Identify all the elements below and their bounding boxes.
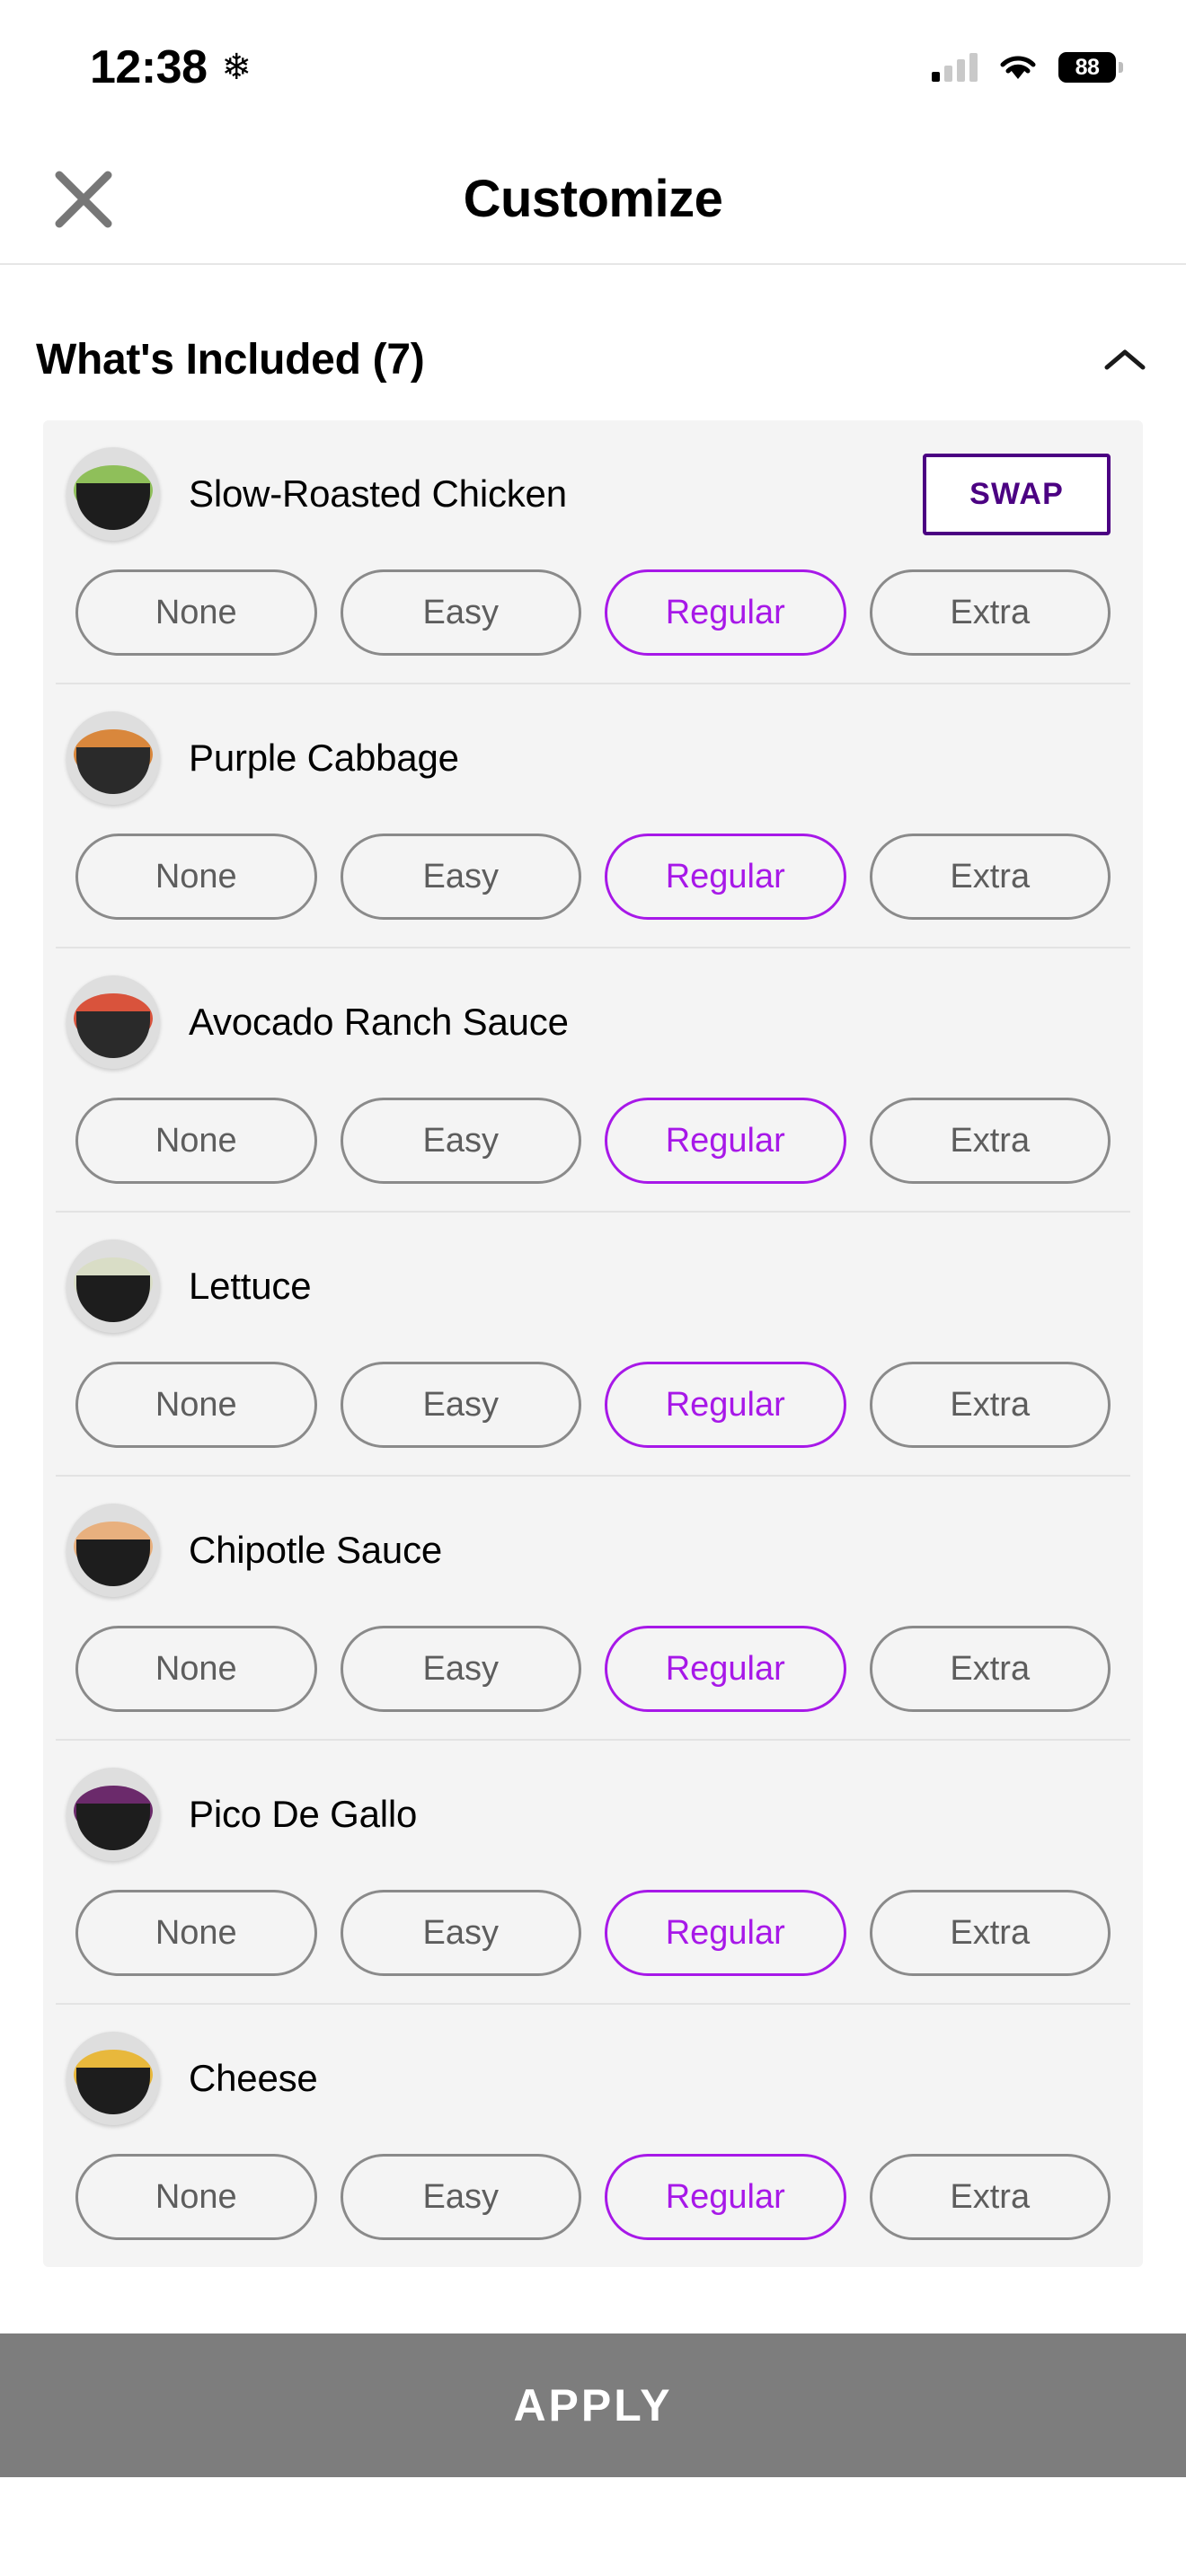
ingredient-row [56, 420, 1130, 684]
apply-button[interactable] [0, 2333, 1186, 2477]
ingredient-thumbnail [66, 2032, 160, 2125]
ingredient-row [56, 1213, 1130, 1477]
section-title: What's Included (7) [36, 336, 425, 384]
ingredient-row-header [56, 444, 1130, 544]
portion-option-none[interactable]: None [75, 1626, 317, 1712]
ingredient-list [43, 420, 1143, 2267]
ingredient-row [56, 948, 1130, 1213]
status-bar-left [90, 40, 252, 94]
ingredient-name: Chipotle Sauce [189, 1529, 443, 1571]
ingredient-thumbnail [66, 1504, 160, 1597]
close-icon[interactable] [50, 166, 117, 233]
ingredient-name: Lettuce [189, 1265, 312, 1307]
apply-button-label: APPLY [513, 2380, 673, 2430]
ingredient-thumbnail [66, 975, 160, 1069]
portion-option-none[interactable]: None [75, 834, 317, 920]
portion-option-none[interactable]: None [75, 1098, 317, 1184]
ingredient-name: Cheese [189, 2057, 318, 2099]
portion-option-easy[interactable]: Easy [341, 569, 582, 656]
portion-option-none[interactable]: None [75, 1362, 317, 1448]
ingredient-row [56, 684, 1130, 948]
ingredient-thumbnail [66, 1239, 160, 1333]
status-time: 12:38 [90, 41, 208, 93]
ingredient-thumbnail [66, 711, 160, 805]
portion-option-extra[interactable]: Extra [870, 1626, 1111, 1712]
portion-option-regular[interactable]: Regular [605, 569, 846, 656]
ingredient-row-header [56, 972, 1130, 1072]
ingredient-row-header [56, 1236, 1130, 1337]
status-bar [0, 0, 1186, 135]
ingredient-row-header [56, 1500, 1130, 1601]
ingredient-name: Avocado Ranch Sauce [189, 1001, 569, 1043]
portion-options [56, 1865, 1130, 1976]
portion-option-easy[interactable]: Easy [341, 2154, 582, 2240]
portion-option-none[interactable]: None [75, 569, 317, 656]
status-bar-right [932, 52, 1116, 83]
battery-icon [1058, 52, 1116, 83]
ingredient-thumbnail [66, 1768, 160, 1861]
ingredient-row-header [56, 708, 1130, 808]
home-indicator-area [0, 2477, 1186, 2576]
flower-icon: ❄ [221, 48, 252, 87]
ingredient-row [56, 1741, 1130, 2005]
portion-option-extra[interactable]: Extra [870, 2154, 1111, 2240]
ingredient-name: Slow-Roasted Chicken [189, 472, 567, 515]
cellular-signal-icon [932, 53, 978, 82]
portion-options [56, 1072, 1130, 1184]
portion-option-none[interactable]: None [75, 2154, 317, 2240]
portion-options [56, 1601, 1130, 1712]
header [0, 135, 1186, 265]
portion-option-regular[interactable]: Regular [605, 1362, 846, 1448]
ingredient-row [56, 2005, 1130, 2267]
portion-option-easy[interactable]: Easy [341, 1362, 582, 1448]
portion-option-regular[interactable]: Regular [605, 834, 846, 920]
portion-option-regular[interactable]: Regular [605, 1626, 846, 1712]
battery-level: 88 [1075, 54, 1100, 80]
portion-option-extra[interactable]: Extra [870, 1362, 1111, 1448]
scroll-body [0, 265, 1186, 2576]
portion-option-easy[interactable]: Easy [341, 834, 582, 920]
portion-options [56, 2129, 1130, 2240]
swap-button[interactable]: SWAP [923, 454, 1111, 535]
portion-option-extra[interactable]: Extra [870, 1098, 1111, 1184]
ingredient-name: Purple Cabbage [189, 737, 459, 779]
section-whats-included-header[interactable] [0, 265, 1186, 420]
portion-options [56, 544, 1130, 656]
portion-option-regular[interactable]: Regular [605, 2154, 846, 2240]
ingredient-name: Pico De Gallo [189, 1793, 418, 1835]
portion-option-regular[interactable]: Regular [605, 1098, 846, 1184]
portion-option-extra[interactable]: Extra [870, 569, 1111, 656]
wifi-icon [997, 52, 1039, 83]
portion-option-easy[interactable]: Easy [341, 1098, 582, 1184]
portion-option-none[interactable]: None [75, 1890, 317, 1976]
ingredient-row-header [56, 1764, 1130, 1865]
chevron-up-icon[interactable] [1103, 348, 1146, 373]
ingredient-thumbnail [66, 447, 160, 541]
portion-option-extra[interactable]: Extra [870, 834, 1111, 920]
portion-option-regular[interactable]: Regular [605, 1890, 846, 1976]
portion-option-easy[interactable]: Easy [341, 1890, 582, 1976]
page-title: Customize [463, 170, 723, 228]
portion-option-easy[interactable]: Easy [341, 1626, 582, 1712]
portion-options [56, 808, 1130, 920]
portion-option-extra[interactable]: Extra [870, 1890, 1111, 1976]
ingredient-row [56, 1477, 1130, 1741]
portion-options [56, 1337, 1130, 1448]
ingredient-row-header [56, 2028, 1130, 2129]
